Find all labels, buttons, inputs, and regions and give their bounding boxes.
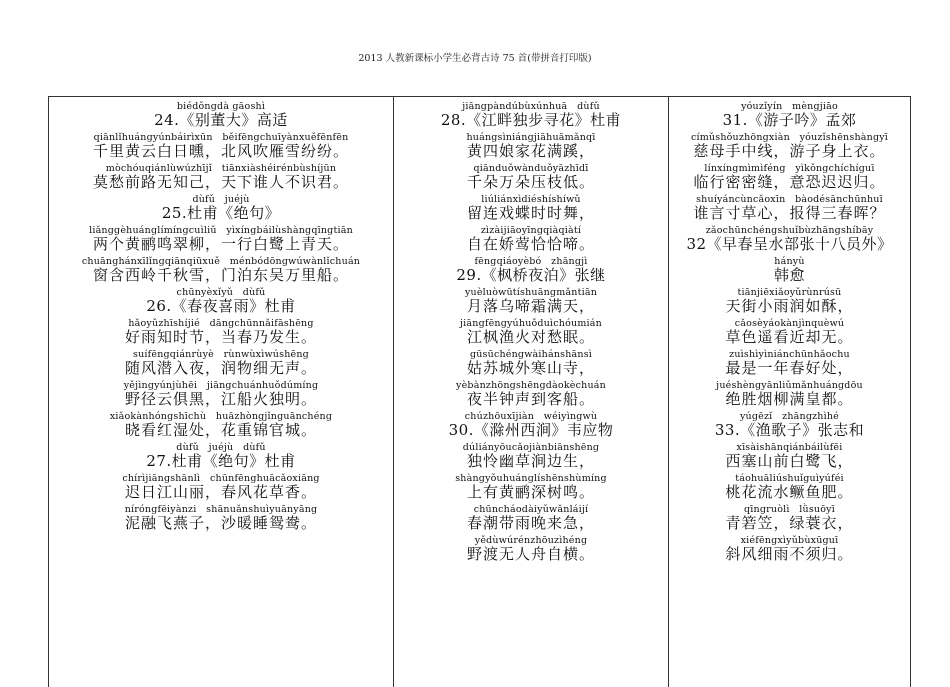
poem-title: 27.杜甫《绝句》杜甫	[146, 452, 296, 470]
poem-verse: 绝胜烟柳满皇都。	[725, 390, 854, 408]
poem-verse: 临行密密缝，意恐迟迟归。	[693, 173, 886, 191]
pinyin-line: dùfǔ juéjù	[192, 194, 250, 205]
poem-title: 31.《游子吟》孟郊	[722, 111, 857, 129]
poem-column-3	[669, 102, 910, 567]
poem-line-block	[49, 350, 393, 378]
poem-verse: 姑苏城外寒山寺，	[466, 359, 595, 377]
poem-line-block	[669, 536, 910, 564]
pinyin-line: yúgēzǐ zhāngzhìhé	[739, 411, 840, 422]
poem-line-block	[394, 288, 668, 316]
pinyin-line: yóuzǐyín mèngjiāo	[741, 101, 838, 112]
pinyin-line: xīsàishānqiánbáilùfēi	[736, 442, 843, 453]
poem-line-block	[669, 474, 910, 502]
poem-line-block	[394, 474, 668, 502]
poem-title: 30.《滁州西涧》韦应物	[448, 421, 614, 439]
pinyin-line: qiānlǐhuángyúnbáirìxūn běifēngchuīyànxuěfēnfēn	[93, 132, 349, 143]
poem-verse: 野径云俱黑，江船火独明。	[124, 390, 317, 408]
poem-title-block	[49, 443, 393, 471]
pinyin-line: címǔshǒuzhōngxiàn yóuzǐshēnshàngyī	[690, 132, 889, 143]
poem-line-block	[49, 226, 393, 254]
pinyin-line: níróngfēiyànzi shānuǎnshuìyuānyāng	[124, 504, 318, 515]
poem-title: 25.杜甫《绝句》	[161, 204, 281, 222]
poem-verse: 莫愁前路无知己，天下谁人不识君。	[92, 173, 349, 191]
poem-line-block	[394, 133, 668, 161]
poem-line-block	[394, 350, 668, 378]
poem-verse: 桃花流水鳜鱼肥。	[725, 483, 854, 501]
poem-line-block	[669, 164, 910, 192]
pinyin-line: mòchóuqiánlùwúzhījǐ tiānxiàshéirénbùshíjūn	[105, 163, 337, 174]
pinyin-line: jiāngpàndúbùxúnhuā dùfǔ	[462, 101, 600, 112]
pinyin-line: zìzàijiāoyīngqiàqiàtí	[480, 225, 582, 236]
poem-verse: 月落乌啼霜满天，	[466, 297, 595, 315]
pinyin-line: línxíngmìmìféng yìkǒngchíchíguī	[704, 163, 875, 174]
poem-verse: 草色遥看近却无。	[725, 328, 854, 346]
pinyin-line: jiāngfēngyúhuǒduìchóumián	[460, 318, 602, 329]
pinyin-line: zǎochūnchéngshuǐbùzhāngshíbāy	[705, 225, 874, 236]
poem-line-block	[669, 288, 910, 316]
poem-verse: 最是一年春好处，	[725, 359, 854, 377]
poem-column-1	[49, 102, 393, 536]
poem-title-block	[669, 102, 910, 130]
pinyin-line: táohuāliúshuǐguìyúféi	[735, 473, 844, 484]
poem-line-block	[49, 164, 393, 192]
poem-line-block	[669, 350, 910, 378]
poem-verse: 谁言寸草心，报得三春晖？	[693, 204, 886, 222]
poem-title-block	[49, 195, 393, 223]
poem-verse: 千里黄云白日曛，北风吹雁雪纷纷。	[92, 142, 349, 160]
pinyin-line: chuānghánxīlǐngqiānqiūxuě ménbódōngwúwànlǐchuán	[81, 256, 361, 267]
poem-verse: 随风潜入夜，润物细无声。	[124, 359, 317, 377]
poem-title-block	[49, 288, 393, 316]
poem-verse: 江枫渔火对愁眠。	[466, 328, 595, 346]
poem-line-block	[669, 505, 910, 533]
pinyin-line: chírìjiāngshānlì chūnfēnghuācǎoxiāng	[122, 473, 320, 484]
pinyin-line: chūncháodàiyǔwǎnláijí	[473, 504, 589, 515]
pinyin-line: huángsìniángjiāhuāmǎnqī	[466, 132, 596, 143]
pinyin-line: xiǎokànhóngshīchù huāzhòngjǐnguānchéng	[109, 411, 333, 422]
poem-verse: 慈母手中线，游子身上衣。	[693, 142, 886, 160]
pinyin-line: fēngqiáoyèbó zhāngjì	[474, 256, 588, 267]
poem-title-block	[669, 226, 910, 254]
pinyin-line: yuèluòwūtíshuāngmǎntiān	[464, 287, 598, 298]
poem-verse: 天街小雨润如酥，	[725, 297, 854, 315]
poem-verse: 晓看红湿处，花重锦官城。	[124, 421, 317, 439]
poem-title: 33.《渔歌子》张志和	[714, 421, 865, 439]
poem-verse: 自在娇莺恰恰啼。	[466, 235, 595, 253]
poem-line-block	[394, 536, 668, 564]
poem-verse: 窗含西岭千秋雪，门泊东吴万里船。	[92, 266, 349, 284]
pinyin-line: qiānduǒwànduǒyāzhīdī	[473, 163, 589, 174]
poem-verse: 千朵万朵压枝低。	[466, 173, 595, 191]
pinyin-line: zuìshìyìniánchūnhǎochu	[729, 349, 850, 360]
poem-verse: 好雨知时节，当春乃发生。	[124, 328, 317, 346]
poem-verse: 斜风细雨不须归。	[725, 545, 854, 563]
pinyin-line: yědùwúrénzhōuzìhéng	[474, 535, 588, 546]
poem-verse: 春潮带雨晚来急，	[466, 514, 595, 532]
poem-title-block	[394, 257, 668, 285]
poem-table	[48, 96, 911, 687]
pinyin-line: yèbànzhōngshēngdàokèchuán	[456, 380, 606, 391]
poem-title: 韩愈	[773, 266, 805, 284]
pinyin-line: cǎosèyáokànjìnquèwú	[734, 318, 845, 329]
pinyin-line: suífēngqiánrùyè rùnwùxìwúshēng	[133, 349, 309, 360]
pinyin-line: dùfǔ juéjù dùfǔ	[176, 442, 266, 453]
poem-verse: 黄四娘家花满蹊，	[466, 142, 595, 160]
pinyin-line: biédǒngdà gāoshì	[176, 101, 266, 112]
poem-line-block	[669, 381, 910, 409]
pinyin-line: hǎoyǔzhīshíjié dāngchūnnǎifāshēng	[128, 318, 314, 329]
page-title: 2013 人教新课标小学生必背古诗 75 首(带拼音打印版)	[358, 53, 592, 64]
poem-title: 28.《江畔独步寻花》杜甫	[440, 111, 622, 129]
pinyin-line: gūsūchéngwàihánshānsì	[469, 349, 593, 360]
pinyin-line: liúliánxìdiéshíshíwǔ	[481, 194, 581, 205]
poem-line-block	[669, 319, 910, 347]
pinyin-line: qīngruòlì lǜsuōyī	[744, 504, 835, 515]
poem-line-block	[394, 226, 668, 254]
poem-title-block	[49, 102, 393, 130]
poem-line-block	[49, 505, 393, 533]
poem-line-block	[394, 443, 668, 471]
poem-line-block	[669, 443, 910, 471]
poem-verse: 西塞山前白鹭飞，	[725, 452, 854, 470]
pinyin-line: tiānjiēxiǎoyǔrùnrúsū	[737, 287, 842, 298]
poem-title-block	[669, 412, 910, 440]
poem-line-block	[49, 133, 393, 161]
poem-line-block	[394, 381, 668, 409]
pinyin-line: shuíyáncùncǎoxīn bàodésānchūnhuī	[696, 194, 883, 205]
poem-line-block	[394, 319, 668, 347]
pinyin-line: liǎnggèhuánglímíngcuìliǔ yìxíngbáilùshàngqīngtiān	[89, 225, 353, 236]
poem-line-block	[394, 505, 668, 533]
poem-line-block	[394, 164, 668, 192]
poem-verse: 青箬笠，绿蓑衣，	[725, 514, 854, 532]
poem-line-block	[49, 474, 393, 502]
poem-title: 29.《枫桥夜泊》张继	[456, 266, 606, 284]
pinyin-line: chūnyèxǐyǔ dùfǔ	[176, 287, 266, 298]
pinyin-line: yějìngyúnjùhēi jiāngchuánhuǒdúmíng	[123, 380, 319, 391]
poem-verse: 留连戏蝶时时舞，	[466, 204, 595, 222]
poem-title-block	[394, 412, 668, 440]
poem-column-2	[394, 102, 668, 567]
pinyin-line: xiéfēngxìyǔbùxūguī	[740, 535, 839, 546]
poem-verse: 夜半钟声到客船。	[466, 390, 595, 408]
poem-verse: 野渡无人舟自横。	[466, 545, 595, 563]
pinyin-line: dúliányōucǎojiànbiānshēng	[462, 442, 600, 453]
poem-verse: 上有黄鹂深树鸣。	[466, 483, 595, 501]
poem-verse: 独怜幽草涧边生，	[466, 452, 595, 470]
pinyin-line: chúzhōuxījiàn wéiyìngwù	[464, 411, 598, 422]
pinyin-line: hányù	[774, 256, 805, 267]
poem-verse: 迟日江山丽，春风花草香。	[124, 483, 317, 501]
poem-line-block	[49, 381, 393, 409]
poem-title-block	[669, 257, 910, 285]
poem-line-block	[49, 319, 393, 347]
poem-title: 26.《春夜喜雨》杜甫	[146, 297, 296, 315]
poem-verse: 泥融飞燕子，沙暖睡鸳鸯。	[124, 514, 317, 532]
poem-line-block	[394, 195, 668, 223]
pinyin-line: shàngyǒuhuánglíshēnshùmíng	[455, 473, 607, 484]
poem-verse: 两个黄鹂鸣翠柳，一行白鹭上青天。	[92, 235, 349, 253]
poem-line-block	[669, 195, 910, 223]
poem-title-block	[394, 102, 668, 130]
poem-title: 24.《别董大》高适	[154, 111, 288, 129]
poem-title: 32《早春呈水部张十八员外》	[686, 235, 893, 253]
poem-line-block	[49, 412, 393, 440]
pinyin-line: juéshèngyānliǔmǎnhuángdōu	[716, 380, 863, 391]
poem-line-block	[669, 133, 910, 161]
poem-line-block	[49, 257, 393, 285]
